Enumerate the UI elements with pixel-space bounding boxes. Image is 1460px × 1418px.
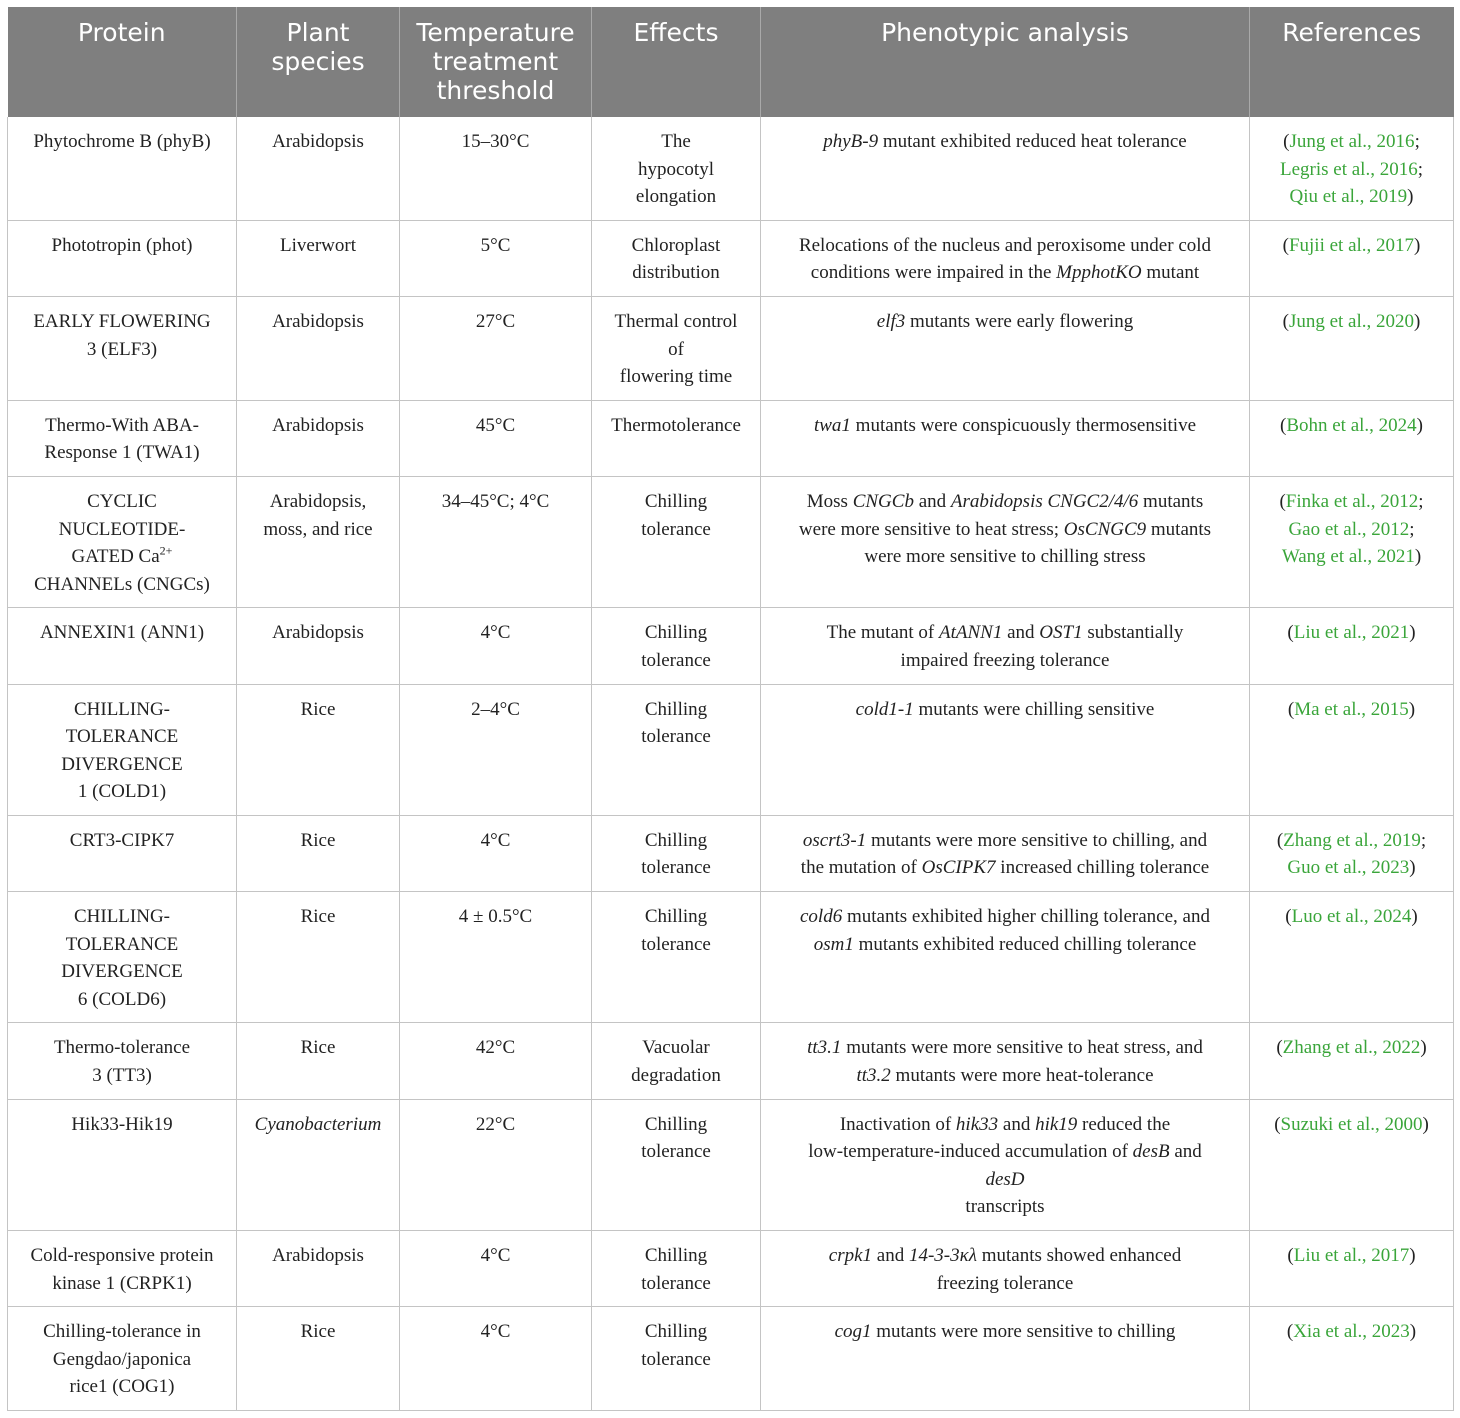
cell-temperature [400, 1099, 592, 1230]
cell-protein [8, 684, 237, 815]
cell-text: Chilling [644, 622, 708, 644]
cell-effects [592, 684, 761, 815]
table-row [8, 220, 1454, 296]
cell-effects [592, 1231, 761, 1307]
cell-text: increased chilling tolerance [995, 857, 1210, 879]
cell-text: Chilling [644, 698, 708, 720]
cell-text: Vacuolar [642, 1037, 710, 1059]
italic-text: elf3 [876, 310, 906, 332]
cell-text: Thermo-With ABA- [45, 414, 199, 436]
cell-text: CYCLIC [87, 490, 157, 512]
cell-effects [592, 117, 761, 220]
table-row [8, 684, 1454, 815]
cell-temperature [400, 117, 592, 220]
cell-effects [592, 608, 761, 684]
cell-phenotypic-analysis [761, 1307, 1250, 1411]
cell-plant-species [237, 1231, 400, 1307]
cell-phenotypic-analysis [761, 892, 1250, 1023]
cell-text: TOLERANCE [65, 933, 179, 955]
cell-references [1250, 400, 1454, 476]
cell-text: ) [1407, 186, 1414, 208]
cell-phenotypic-analysis [761, 117, 1250, 220]
cell-text: 34–45°C; 4°C [441, 490, 550, 512]
cell-text: the mutation of [800, 857, 922, 879]
cell-phenotypic-analysis [761, 400, 1250, 476]
cell-text: mutants were chilling sensitive [913, 698, 1155, 720]
temperature-sensor-table [7, 7, 1454, 1411]
cell-text: tolerance [641, 1141, 711, 1163]
cell-text: ) [1409, 1321, 1417, 1343]
cell-text: and [1169, 1141, 1202, 1163]
cell-temperature [400, 220, 592, 296]
cell-references [1250, 1307, 1454, 1411]
cell-text: ( [1274, 1113, 1281, 1135]
cell-text: 4°C [480, 622, 511, 644]
cell-text: Inactivation of [839, 1113, 956, 1135]
cell-temperature [400, 815, 592, 891]
cell-text: low-temperature-induced accumulation of [808, 1141, 1133, 1163]
reference-link[interactable]: Bohn et al., 2024 [1286, 414, 1417, 436]
cell-text: were more sensitive to heat stress; [798, 518, 1064, 540]
cell-text: TOLERANCE [65, 726, 179, 748]
cell-text: and [913, 490, 951, 512]
header-line: Phenotypic analysis [881, 18, 1129, 47]
cell-effects [592, 296, 761, 400]
header-phenotypic-analysis [761, 7, 1250, 117]
cell-text: 3 (TT3) [92, 1065, 152, 1087]
table-row [8, 608, 1454, 684]
italic-text: hik19 [1035, 1113, 1078, 1135]
cell-text: ( [1279, 414, 1287, 436]
cell-text: GATED Ca [71, 546, 160, 568]
cell-text: ( [1287, 698, 1295, 720]
cell-phenotypic-analysis [761, 1231, 1250, 1307]
cell-text: 3 (ELF3) [86, 338, 158, 360]
cell-references [1250, 892, 1454, 1023]
cell-text: Rice [300, 829, 336, 851]
italic-text: 14-3-3κλ [908, 1245, 977, 1266]
cell-text: ) [1414, 546, 1422, 568]
cell-text: ) [1414, 234, 1421, 256]
cell-text: Cold-responsive protein [30, 1245, 214, 1266]
cell-text: degradation [631, 1065, 721, 1087]
cell-text: tolerance [641, 857, 711, 879]
cell-references [1250, 1231, 1454, 1307]
cell-text: ) [1409, 622, 1416, 644]
cell-text: ; [1414, 131, 1420, 152]
cell-text: mutants were early flowering [905, 310, 1134, 332]
cell-text: 1 (COLD1) [77, 781, 167, 803]
cell-text: mutants showed enhanced [977, 1245, 1182, 1266]
cell-temperature [400, 1307, 592, 1411]
cell-text: and [872, 1245, 909, 1266]
cell-text: mutants were more sensitive to heat stress, and [841, 1037, 1203, 1059]
cell-text: ; [1418, 490, 1424, 512]
reference-link[interactable]: Jung et al., 2020 [1288, 310, 1415, 332]
cell-text: 15–30°C [461, 131, 530, 152]
cell-text: tolerance [641, 1272, 711, 1294]
cell-references [1250, 1023, 1454, 1099]
cell-text: impaired freezing tolerance [900, 649, 1110, 671]
reference-link[interactable]: Gao et al., 2012 [1288, 518, 1410, 540]
cell-effects [592, 1099, 761, 1230]
cell-text: Arabidopsis, [269, 490, 367, 512]
cell-text: Rice [300, 1321, 336, 1343]
header-effects [592, 7, 761, 117]
cell-text: The mutant of [826, 622, 939, 644]
cell-text: 4°C [480, 1321, 511, 1343]
cell-text: 2–4°C [471, 698, 520, 720]
italic-text: hik33 [955, 1113, 999, 1135]
cell-text: Chilling [644, 1321, 708, 1343]
italic-text: CNGCb [852, 490, 914, 512]
reference-link[interactable]: Legris et al., 2016 [1280, 158, 1418, 180]
cell-text: tolerance [641, 649, 711, 671]
reference-link[interactable]: Jung et al., 2016 [1289, 131, 1415, 152]
cell-text: Phytochrome B (phyB) [33, 131, 211, 152]
cell-protein [8, 815, 237, 891]
cell-text: ( [1283, 131, 1290, 152]
cell-text: tolerance [641, 726, 711, 748]
cell-text: freezing tolerance [936, 1272, 1074, 1294]
cell-effects [592, 400, 761, 476]
cell-text: ( [1276, 829, 1284, 851]
cell-protein [8, 608, 237, 684]
table-row [8, 1099, 1454, 1230]
italic-text: phyB-9 [823, 131, 879, 152]
reference-link[interactable]: Fujii et al., 2017 [1288, 234, 1415, 256]
cell-protein [8, 1099, 237, 1230]
cell-phenotypic-analysis [761, 476, 1250, 607]
cell-temperature [400, 476, 592, 607]
italic-text: MpphotKO [1056, 262, 1142, 284]
cell-text: mutants were more sensitive to chilling [871, 1321, 1176, 1343]
cell-text: and [998, 1113, 1036, 1135]
cell-text: Arabidopsis [272, 1245, 364, 1266]
header-line: Plant [286, 18, 350, 47]
cell-text: mutants exhibited higher chilling tolerance, and [842, 906, 1210, 928]
cell-text: ( [1285, 906, 1292, 928]
cell-text: Rice [300, 698, 336, 720]
cell-text: and [1002, 622, 1040, 644]
cell-text: were more sensitive to chilling stress [864, 546, 1146, 568]
cell-text: ( [1286, 1321, 1294, 1343]
italic-text: OST1 [1039, 622, 1083, 644]
cell-plant-species [237, 608, 400, 684]
cell-protein [8, 892, 237, 1023]
cell-text: 4°C [480, 1245, 511, 1266]
cell-temperature [400, 684, 592, 815]
cell-effects [592, 1307, 761, 1411]
cell-effects [592, 476, 761, 607]
cell-text: The [661, 131, 691, 152]
cell-text: mutants were more heat-tolerance [890, 1065, 1154, 1087]
cell-text: ; [1420, 829, 1427, 851]
cell-text: 5°C [480, 234, 511, 256]
cell-text: Chilling [644, 1113, 708, 1135]
table-row [8, 296, 1454, 400]
cell-phenotypic-analysis [761, 1099, 1250, 1230]
cell-text: 27°C [475, 310, 516, 332]
italic-text: twa1 [813, 414, 851, 436]
cell-protein [8, 220, 237, 296]
cell-references [1250, 684, 1454, 815]
cell-effects [592, 1023, 761, 1099]
cell-text: ; [1409, 518, 1415, 540]
cell-plant-species [237, 892, 400, 1023]
header-line: References [1282, 18, 1422, 47]
header-row [8, 7, 1454, 117]
cell-phenotypic-analysis [761, 296, 1250, 400]
reference-link[interactable]: Wang et al., 2021 [1281, 546, 1415, 568]
cell-text: ) [1409, 1245, 1416, 1266]
cell-references [1250, 296, 1454, 400]
cell-text: mutants were conspicuously thermosensitive [850, 414, 1197, 436]
cell-text: Arabidopsis [272, 622, 364, 644]
cell-phenotypic-analysis [761, 1023, 1250, 1099]
cell-references [1250, 1099, 1454, 1230]
cell-text: substantially [1082, 622, 1184, 644]
table-wrapper [7, 7, 1453, 1411]
cell-protein [8, 400, 237, 476]
cell-text: moss, and rice [263, 518, 373, 540]
italic-text: osm1 [813, 933, 854, 955]
italic-text: desB [1132, 1141, 1170, 1163]
cell-plant-species [237, 476, 400, 607]
cell-text: hypocotyl [638, 158, 714, 180]
cell-text: 45°C [475, 414, 516, 436]
cell-text: ) [1411, 906, 1418, 928]
reference-link[interactable]: Ma et al., 2015 [1294, 698, 1409, 720]
italic-text: Cyanobacterium [254, 1113, 382, 1135]
table-row [8, 1231, 1454, 1307]
italic-text: AtANN1 [939, 622, 1003, 644]
cell-references [1250, 815, 1454, 891]
cell-effects [592, 220, 761, 296]
italic-text: oscrt3-1 [802, 829, 867, 851]
reference-link[interactable]: Liu et al., 2017 [1293, 1245, 1410, 1266]
cell-text: flowering time [619, 366, 733, 388]
cell-text: mutants [1138, 490, 1204, 512]
cell-text: distribution [632, 262, 720, 284]
cell-text: kinase 1 (CRPK1) [52, 1272, 192, 1294]
cell-text: NUCLEOTIDE- [58, 518, 186, 540]
reference-link[interactable]: Finka et al., 2012 [1285, 490, 1419, 512]
cell-phenotypic-analysis [761, 608, 1250, 684]
header-references [1250, 7, 1454, 117]
cell-text: ) [1409, 857, 1416, 879]
cell-text: Hik33-Hik19 [71, 1113, 173, 1135]
cell-text: ) [1408, 698, 1416, 720]
reference-link[interactable]: Xia et al., 2023 [1293, 1321, 1410, 1343]
cell-text: ) [1420, 1037, 1427, 1059]
cell-text: Relocations of the nucleus and peroxisome under cold [798, 234, 1212, 256]
cell-text: ; [1417, 158, 1423, 180]
cell-text: ( [1282, 234, 1289, 256]
cell-protein [8, 117, 237, 220]
italic-text: tt3.2 [856, 1065, 891, 1087]
italic-text: OsCNGC9 [1063, 518, 1147, 540]
cell-text: CHILLING- [73, 698, 171, 720]
cell-text: Chilling [644, 906, 708, 928]
cell-text: mutants were more sensitive to chilling, and [866, 829, 1208, 851]
cell-text: mutant [1141, 262, 1200, 284]
cell-plant-species [237, 1307, 400, 1411]
cell-text: Moss [806, 490, 853, 512]
cell-plant-species [237, 117, 400, 220]
cell-plant-species [237, 296, 400, 400]
cell-text: ( [1287, 622, 1294, 644]
italic-text: crpk1 [828, 1245, 873, 1266]
italic-text: cog1 [834, 1321, 872, 1343]
cell-text: Arabidopsis [272, 131, 364, 152]
header-plant-species [237, 7, 400, 117]
header-line: species [271, 47, 365, 76]
reference-link[interactable]: Qiu et al., 2019 [1289, 186, 1408, 208]
reference-link[interactable]: Suzuki et al., 2000 [1280, 1113, 1423, 1135]
cell-text: Chilling [644, 829, 708, 851]
cell-text: 42°C [475, 1037, 516, 1059]
cell-text: ( [1287, 1245, 1294, 1266]
superscript-text: 2+ [159, 543, 173, 558]
cell-text: Thermotolerance [611, 414, 741, 436]
table-row [8, 1023, 1454, 1099]
cell-plant-species [237, 684, 400, 815]
header-line: Effects [633, 18, 719, 47]
cell-protein [8, 1231, 237, 1307]
cell-text: ( [1279, 490, 1286, 512]
cell-text: 22°C [475, 1113, 516, 1135]
cell-plant-species [237, 220, 400, 296]
cell-text: Response 1 (TWA1) [44, 442, 200, 464]
italic-text: Arabidopsis CNGC2/4/6 [950, 490, 1139, 512]
cell-text: mutants [1146, 518, 1212, 540]
cell-effects [592, 815, 761, 891]
cell-temperature [400, 296, 592, 400]
cell-text: Gengdao/japonica [52, 1348, 192, 1370]
cell-effects [592, 892, 761, 1023]
cell-text: CHANNELs (CNGCs) [34, 573, 210, 595]
italic-text: cold6 [800, 906, 843, 928]
table-row [8, 476, 1454, 607]
cell-text: Thermal control [614, 310, 738, 332]
cell-text: ANNEXIN1 (ANN1) [39, 622, 205, 644]
cell-text: tolerance [641, 1348, 711, 1370]
cell-plant-species [237, 400, 400, 476]
cell-references [1250, 608, 1454, 684]
cell-text: Liverwort [280, 234, 356, 256]
cell-phenotypic-analysis [761, 220, 1250, 296]
cell-text: Thermo-tolerance [53, 1037, 191, 1059]
header-line: Temperature [416, 18, 575, 47]
cell-temperature [400, 608, 592, 684]
cell-phenotypic-analysis [761, 815, 1250, 891]
cell-text: ( [1276, 1037, 1283, 1059]
cell-temperature [400, 1231, 592, 1307]
cell-text: ) [1414, 310, 1421, 332]
table-row [8, 1307, 1454, 1411]
italic-text: cold1-1 [855, 698, 914, 720]
header-line: Protein [77, 18, 166, 47]
cell-text: 4°C [480, 829, 511, 851]
italic-text: tt3.1 [807, 1037, 842, 1059]
cell-references [1250, 220, 1454, 296]
cell-references [1250, 117, 1454, 220]
cell-text: Chilling [644, 490, 708, 512]
table-body [8, 117, 1454, 1410]
cell-plant-species [237, 1023, 400, 1099]
cell-text: Arabidopsis [272, 414, 364, 436]
cell-text: tolerance [641, 518, 711, 540]
cell-text: Phototropin (phot) [51, 234, 193, 256]
cell-text: Chloroplast [631, 234, 721, 256]
cell-temperature [400, 400, 592, 476]
header-temperature [400, 7, 592, 117]
header-line: threshold [436, 76, 555, 105]
cell-text: ) [1422, 1113, 1429, 1135]
cell-text: 4 ± 0.5°C [458, 906, 533, 928]
cell-text: tolerance [641, 933, 711, 955]
cell-text: DIVERGENCE [61, 961, 183, 983]
cell-protein [8, 1023, 237, 1099]
reference-link[interactable]: Luo et al., 2024 [1291, 906, 1412, 928]
cell-protein [8, 296, 237, 400]
italic-text: OsCIPK7 [921, 857, 996, 879]
cell-protein [8, 1307, 237, 1411]
reference-link[interactable]: Liu et al., 2021 [1293, 622, 1410, 644]
cell-text: conditions were impaired in the [810, 262, 1057, 284]
cell-text: DIVERGENCE [61, 753, 183, 775]
cell-text: Rice [300, 906, 336, 928]
cell-text: reduced the [1077, 1113, 1171, 1135]
cell-text: elongation [635, 186, 717, 208]
cell-text: 6 (COLD6) [77, 988, 167, 1010]
header-line: treatment [432, 47, 559, 76]
cell-temperature [400, 892, 592, 1023]
cell-text: of [668, 338, 684, 360]
cell-text: mutant exhibited reduced heat tolerance [878, 131, 1187, 152]
cell-text: Arabidopsis [272, 310, 364, 332]
cell-text: Chilling [644, 1245, 708, 1266]
table-row [8, 892, 1454, 1023]
cell-text: ( [1282, 310, 1289, 332]
cell-temperature [400, 1023, 592, 1099]
italic-text: desD [985, 1168, 1025, 1190]
table-row [8, 815, 1454, 891]
cell-text: Rice [300, 1037, 336, 1059]
cell-protein [8, 476, 237, 607]
cell-text: CHILLING- [73, 906, 171, 928]
cell-text: CRT3-CIPK7 [69, 829, 175, 851]
cell-text: transcripts [965, 1196, 1045, 1218]
cell-text: rice1 (COG1) [69, 1376, 175, 1398]
cell-plant-species [237, 1099, 400, 1230]
cell-text: mutants exhibited reduced chilling tolerance [853, 933, 1197, 955]
cell-text: ) [1416, 414, 1423, 436]
table-row [8, 117, 1454, 220]
cell-text: Chilling-tolerance in [43, 1321, 201, 1343]
reference-link[interactable]: Zhang et al., 2019 [1283, 829, 1421, 851]
cell-phenotypic-analysis [761, 684, 1250, 815]
reference-link[interactable]: Zhang et al., 2022 [1282, 1037, 1421, 1059]
cell-plant-species [237, 815, 400, 891]
header-protein [8, 7, 237, 117]
table-row [8, 400, 1454, 476]
cell-text: EARLY FLOWERING [33, 310, 211, 332]
reference-link[interactable]: Guo et al., 2023 [1287, 857, 1410, 879]
cell-references [1250, 476, 1454, 607]
